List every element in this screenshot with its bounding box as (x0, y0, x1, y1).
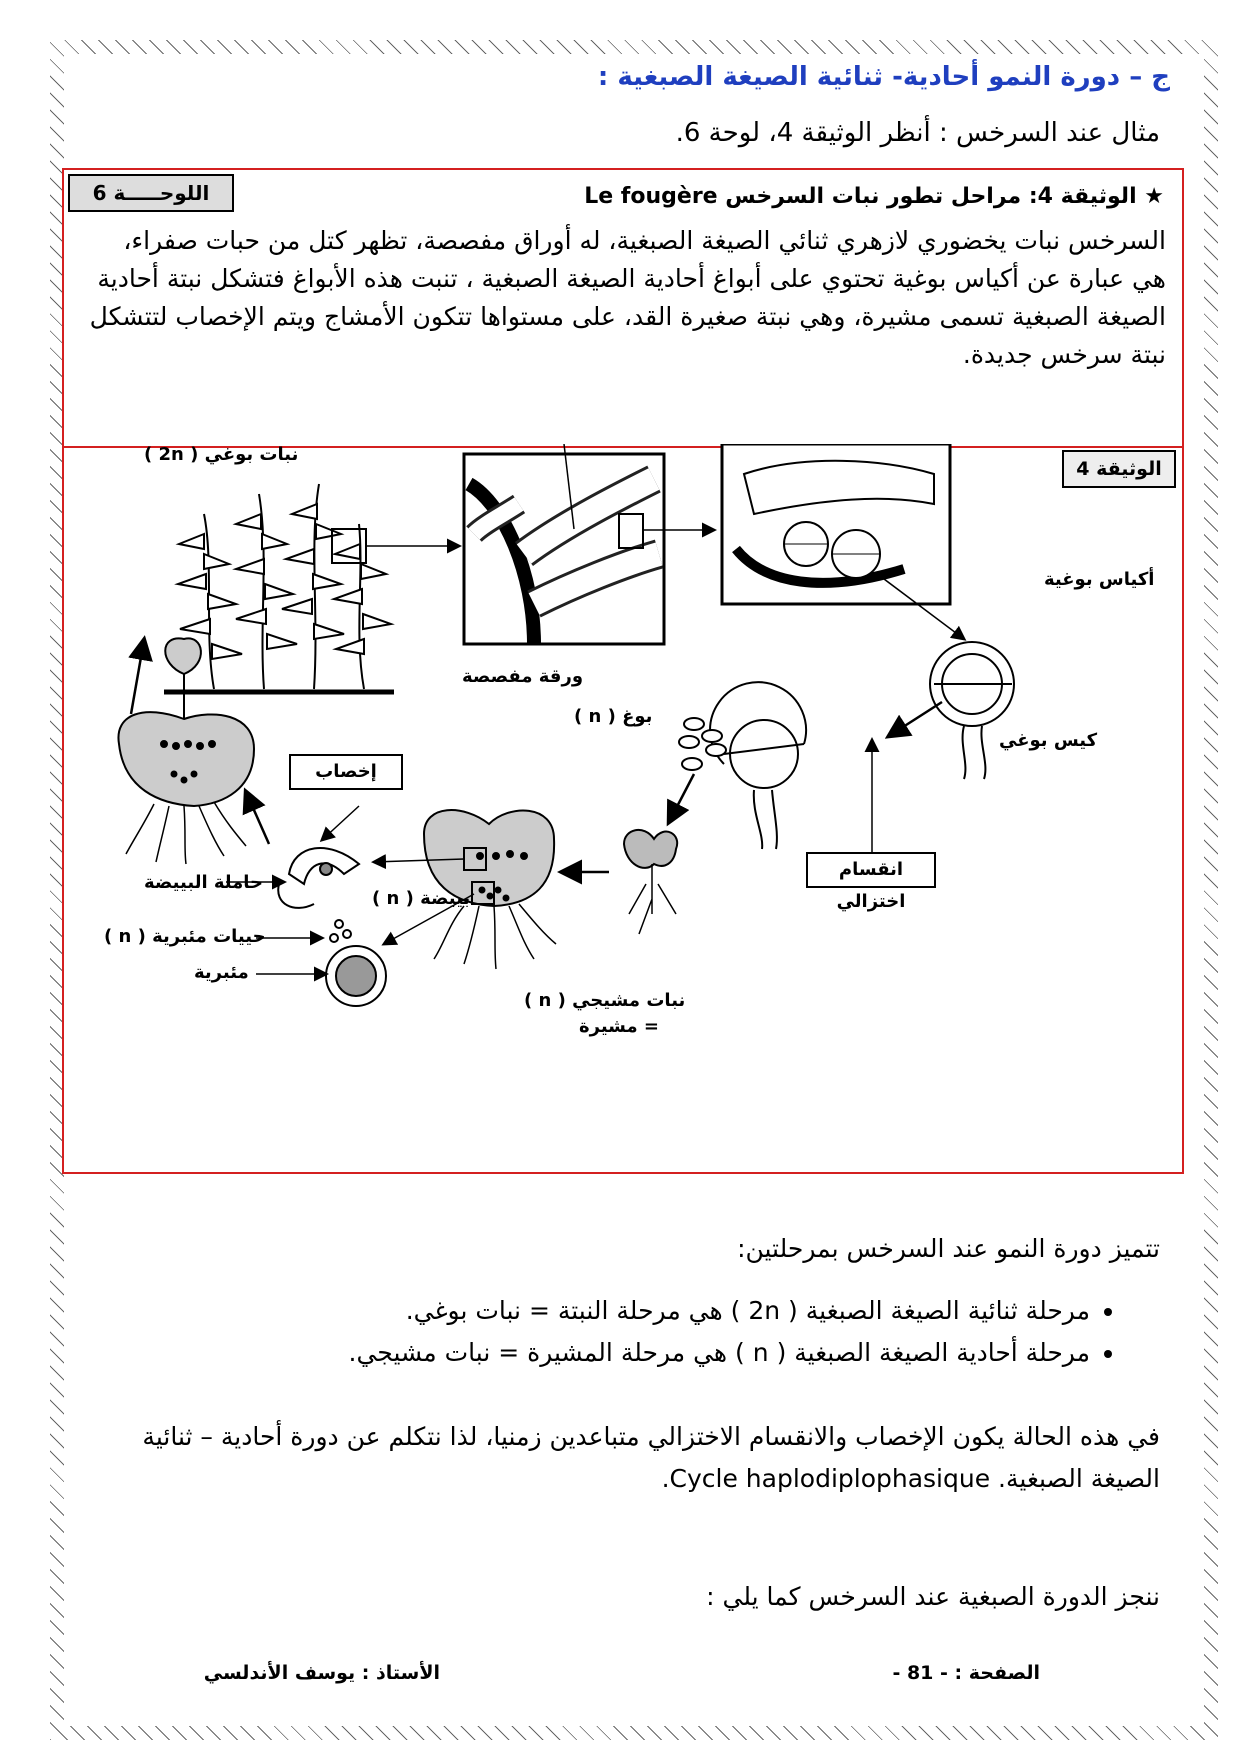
arrow-to-adult-sporophyte (131, 640, 144, 714)
label-prothallus: = مشيرة (579, 1016, 659, 1037)
label-sporangium: كيس بوغي (999, 730, 1098, 751)
outro-line: ننجز الدورة الصبغية عند السرخس كما يلي : (706, 1582, 1160, 1611)
figure-box (62, 444, 1184, 1174)
stage-haploid: • مرحلة أحادية الصيغة الصبغية ( n ) هي مرحلة المشيرة = نبات مشيجي. (90, 1332, 1090, 1374)
arrow-fertilization (322, 806, 359, 840)
figure-tag: الوثيقة 4 (1062, 450, 1176, 488)
arrow-spore-germination (669, 774, 694, 822)
open-sporangium-drawing (679, 682, 806, 849)
example-line: مثال عند السرخس : أنظر الوثيقة 4، لوحة 6. (675, 118, 1160, 148)
label-fertilization: إخصاب (289, 754, 403, 790)
arrow-sporangium-open (889, 702, 942, 736)
germinating-spore-drawing (624, 830, 677, 934)
lobed-leaf-drawing (464, 444, 664, 644)
author-name: الأستاذ : يوسف الأندلسي (203, 1662, 440, 1684)
stages-list (90, 1290, 1130, 1374)
plate-label: اللوحـــــة 6 (68, 174, 234, 212)
label-archegonium: حاملة البييضة (144, 872, 264, 893)
sporangia-section-drawing (722, 444, 950, 604)
antheridium-drawing (326, 946, 386, 1006)
sporangium-drawing (930, 642, 1014, 779)
label-lobed-leaf: ورقة مفصصة (462, 666, 584, 687)
label-spore: بوغ ( n ) (574, 706, 653, 727)
label-sporophyte: نبات بوغي ( 2n ) (144, 444, 299, 465)
label-egg: بييضة ( n ) (372, 888, 471, 909)
section-title: ج – دورة النمو أحادية- ثنائية الصيغة الصبغية : (597, 62, 1170, 92)
stage-diploid: • مرحلة ثنائية الصيغة الصبغية ( 2n ) هي مرحلة النبتة = نبات بوغي. (90, 1290, 1090, 1332)
document-box (62, 168, 1184, 448)
label-meiosis: انقسام اختزالي (806, 852, 936, 888)
fern-life-cycle-diagram (64, 444, 1182, 1172)
archegonium-drawing (278, 848, 359, 942)
arrow-fertilized-growth (246, 792, 269, 844)
stages-intro: تتميز دورة النمو عند السرخس بمرحلتين: (737, 1234, 1160, 1263)
conclusion-paragraph: في هذه الحالة يكون الإخصاب والانقسام الاختزالي متباعدين زمنيا، لذا نتكلم عن دورة أحادية – ثنائية الصيغة الصبغية. Cycle haplodiplophasique. (142, 1422, 1160, 1493)
label-gametophyte: نبات مشيجي ( n ) (524, 990, 686, 1011)
page-number: الصفحة : - 81 - (892, 1662, 1040, 1684)
document-text: السرخس نبات يخضوري لازهري ثنائي الصيغة الصبغية، له أوراق مفصصة، تظهر كتل من حبات صفراء، هي عبارة عن أكياس بوغية تحتوي على أبواغ أحادية الصيغة الصبغية ، تنبت هذه الأبواغ فتشكل نبتة أحادية الصيغة الصبغية تسمى مشيرة، وهي نبتة صغيرة القد، على مستواها تتكون الأمشاج ويتم الإخصاب لتتشكل نبتة سرخس جديدة. (89, 226, 1166, 369)
label-sporangia: أكياس بوغية (1044, 569, 1155, 590)
label-antherozoids: حييات مئبرية ( n ) (104, 926, 266, 947)
document-title: ★ الوثيقة 4: مراحل تطور نبات السرخس Le fougère (584, 184, 1164, 209)
label-antheridium: مئبرية (194, 962, 249, 983)
